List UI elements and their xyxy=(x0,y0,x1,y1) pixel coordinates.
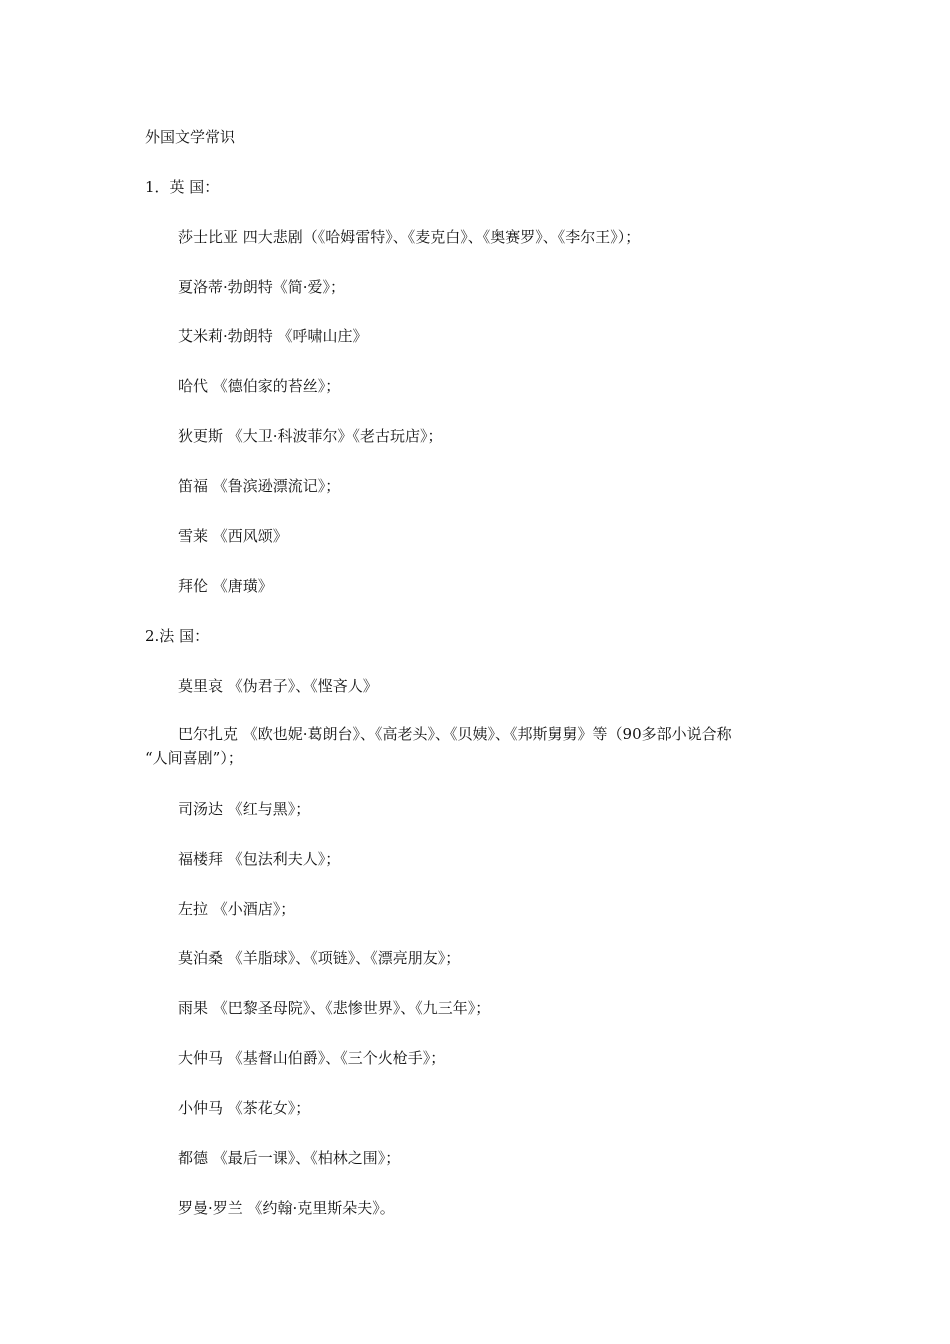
list-item: 大仲马 《基督山伯爵》、《三个火枪手》； xyxy=(178,1049,446,1067)
list-item: 雪莱 《西风颂》 xyxy=(178,527,288,545)
list-item: 福楼拜 《包法利夫人》； xyxy=(178,850,341,868)
list-item: 莫泊桑 《羊脂球》、《项链》、《漂亮朋友》； xyxy=(178,949,461,967)
list-item: 哈代 《德伯家的苔丝》； xyxy=(178,377,341,395)
list-item-wrapped xyxy=(145,722,818,770)
list-item: 艾米莉·勃朗特 《呼啸山庄》 xyxy=(178,327,368,345)
list-item: 夏洛蒂·勃朗特《简·爱》； xyxy=(178,278,346,296)
list-item: 都德 《最后一课》、《柏林之围》； xyxy=(178,1149,401,1167)
page-title: 外国文学常识 xyxy=(145,128,236,146)
list-item: 左拉 《小酒店》； xyxy=(178,900,296,918)
list-item: 拜伦 《唐璜》 xyxy=(178,577,273,595)
section-heading-france: 2.法 国： xyxy=(145,627,210,645)
list-item: 笛福 《鲁滨逊漂流记》； xyxy=(178,477,341,495)
list-item: 狄更斯 《大卫·科波菲尔》《老古玩店》； xyxy=(178,427,443,445)
list-item: 雨果 《巴黎圣母院》、《悲惨世界》、《九三年》； xyxy=(178,999,491,1017)
section-heading-uk: 1．英 国： xyxy=(145,178,220,196)
list-item: 莎士比亚 四大悲剧（《哈姆雷特》、《麦克白》、《奥赛罗》、《李尔王》）； xyxy=(178,228,641,246)
list-item: 小仲马 《茶花女》； xyxy=(178,1099,311,1117)
list-item-continuation: “人间喜剧”）； xyxy=(145,749,243,767)
list-item: 司汤达 《红与黑》； xyxy=(178,800,311,818)
list-item-line: 巴尔扎克 《欧也妮·葛朗台》、《高老头》、《贝姨》、《邦斯舅舅》等（90多部小说合称 xyxy=(178,725,732,743)
list-item: 莫里哀 《伪君子》、《悭吝人》 xyxy=(178,677,378,695)
list-item: 罗曼·罗兰 《约翰·克里斯朵夫》。 xyxy=(178,1199,395,1217)
